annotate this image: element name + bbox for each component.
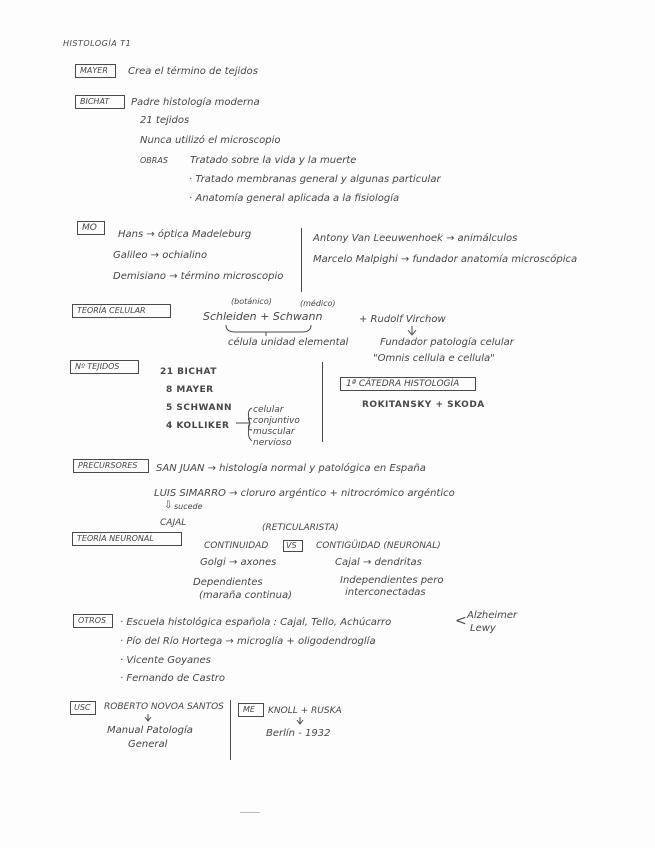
- teoria-neuronal-label: TEORÍA NEURONAL: [77, 534, 154, 543]
- vs-label: VS: [286, 541, 297, 550]
- precursores-line-2: LUIS SIMARRO → cloruro argéntico + nitrocrómico argéntico: [154, 488, 455, 499]
- usc-line-3: General: [128, 739, 168, 750]
- kolliker-conjuntivo: conjuntivo: [253, 416, 300, 426]
- down-arrow-icon: ⇩: [164, 500, 173, 511]
- catedra-names: ROKITANSKY + SKODA: [362, 400, 485, 410]
- bichat-line-3: Nunca utilizó el microscopio: [140, 135, 281, 146]
- teoria-celular-label: TEORÍA CELULAR: [77, 306, 146, 315]
- mayer-text: Crea el término de tejidos: [128, 66, 258, 77]
- otros-label: OTROS: [78, 616, 107, 625]
- kolliker-muscular: muscular: [253, 427, 295, 437]
- page-title: HISTOLOGÍA T1: [63, 39, 132, 48]
- otros-line-2: · Pío del Río Hortega → microglía + oligodendroglía: [120, 636, 376, 647]
- usc-line-1: ROBERTO NOVOA SANTOS: [104, 702, 224, 712]
- contiguidad: CONTIGÜIDAD (NEURONAL): [316, 541, 441, 551]
- independientes: Independientes pero: [340, 575, 444, 586]
- precursores-sucede: sucede: [174, 502, 203, 511]
- otros-lewy: Lewy: [470, 623, 496, 634]
- golgi-axones: Golgi → axones: [200, 557, 277, 568]
- mo-line-3: Demisiano → término microscopio: [113, 271, 284, 282]
- mo-line-1: Hans → óptica Madeleburg: [118, 229, 252, 240]
- kolliker-celular: celular: [253, 405, 284, 415]
- otros-line-4: · Fernando de Castro: [120, 673, 225, 684]
- otros-alzheimer: Alzheimer: [467, 610, 518, 621]
- precursores-line-1: SAN JUAN → histología normal y patológica en España: [156, 463, 426, 474]
- mo-line-2: Galileo → ochialino: [113, 250, 208, 261]
- maraña-continua: (maraña continua): [199, 590, 293, 601]
- bracket-icon: <: [455, 613, 467, 629]
- bichat-label: BICHAT: [80, 97, 110, 106]
- mo-label: MO: [82, 223, 97, 233]
- dependientes: Dependientes: [193, 577, 263, 588]
- mayer-label: MAYER: [80, 66, 108, 75]
- continuidad: CONTINUIDAD: [204, 541, 269, 551]
- bichat-obras-label: OBRAS: [140, 156, 168, 165]
- fundador-patologia: Fundador patología celular: [380, 337, 514, 348]
- kolliker-nervioso: nervioso: [253, 438, 292, 448]
- bichat-line-1: Padre histología moderna: [131, 97, 260, 108]
- me-line-2: Berlín - 1932: [266, 728, 331, 739]
- bichat-obra-2: · Tratado membranas general y algunas particular: [189, 174, 441, 185]
- usc-label: USC: [74, 703, 91, 712]
- bichat-obra-3: · Anatomía general aplicada a la fisiología: [189, 193, 400, 204]
- rudolf-virchow: + Rudolf Virchow: [359, 314, 446, 325]
- note-botanico: (botánico): [231, 297, 272, 306]
- bottom-mark: [240, 812, 260, 813]
- cajal-dendritas: Cajal → dendritas: [335, 557, 422, 568]
- bichat-obra-1: Tratado sobre la vida y la muerte: [190, 155, 357, 166]
- n-tejidos-label: Nº TEJIDOS: [75, 362, 120, 371]
- otros-line-1: · Escuela histológica española : Cajal, Tello, Achúcarro: [120, 617, 392, 628]
- note-medico: (médico): [300, 299, 336, 308]
- catedra-label: 1ª CÁTEDRA HISTOLOGÍA: [346, 379, 460, 389]
- tejidos-row-3: 5 SCHWANN: [166, 403, 233, 413]
- precursores-cajal: CAJAL: [160, 518, 187, 528]
- mo-right-2: Marcelo Malpighi → fundador anatomía microscópica: [313, 254, 578, 265]
- interconectadas: interconectadas: [345, 587, 426, 598]
- tejidos-row-4: 4 KOLLIKER: [166, 421, 230, 431]
- precursores-label: PRECURSORES: [78, 461, 138, 470]
- reticularista-note: (RETICULARISTA): [262, 523, 339, 533]
- me-line-1: KNOLL + RUSKA: [268, 706, 342, 716]
- mo-right-1: Antony Van Leeuwenhoek → animálculos: [313, 233, 518, 244]
- celula-unidad: célula unidad elemental: [228, 337, 349, 348]
- usc-line-2: Manual Patología: [107, 725, 193, 736]
- tejidos-row-2: 8 MAYER: [166, 385, 214, 395]
- tejidos-row-1: 21 BICHAT: [160, 367, 217, 377]
- schleiden-schwann: Schleiden + Schwann: [203, 310, 323, 323]
- me-label: ME: [243, 705, 255, 714]
- bichat-line-2: 21 tejidos: [140, 115, 190, 126]
- omnis-cellula: "Omnis cellula e cellula": [373, 353, 495, 364]
- otros-line-3: · Vicente Goyanes: [120, 655, 211, 666]
